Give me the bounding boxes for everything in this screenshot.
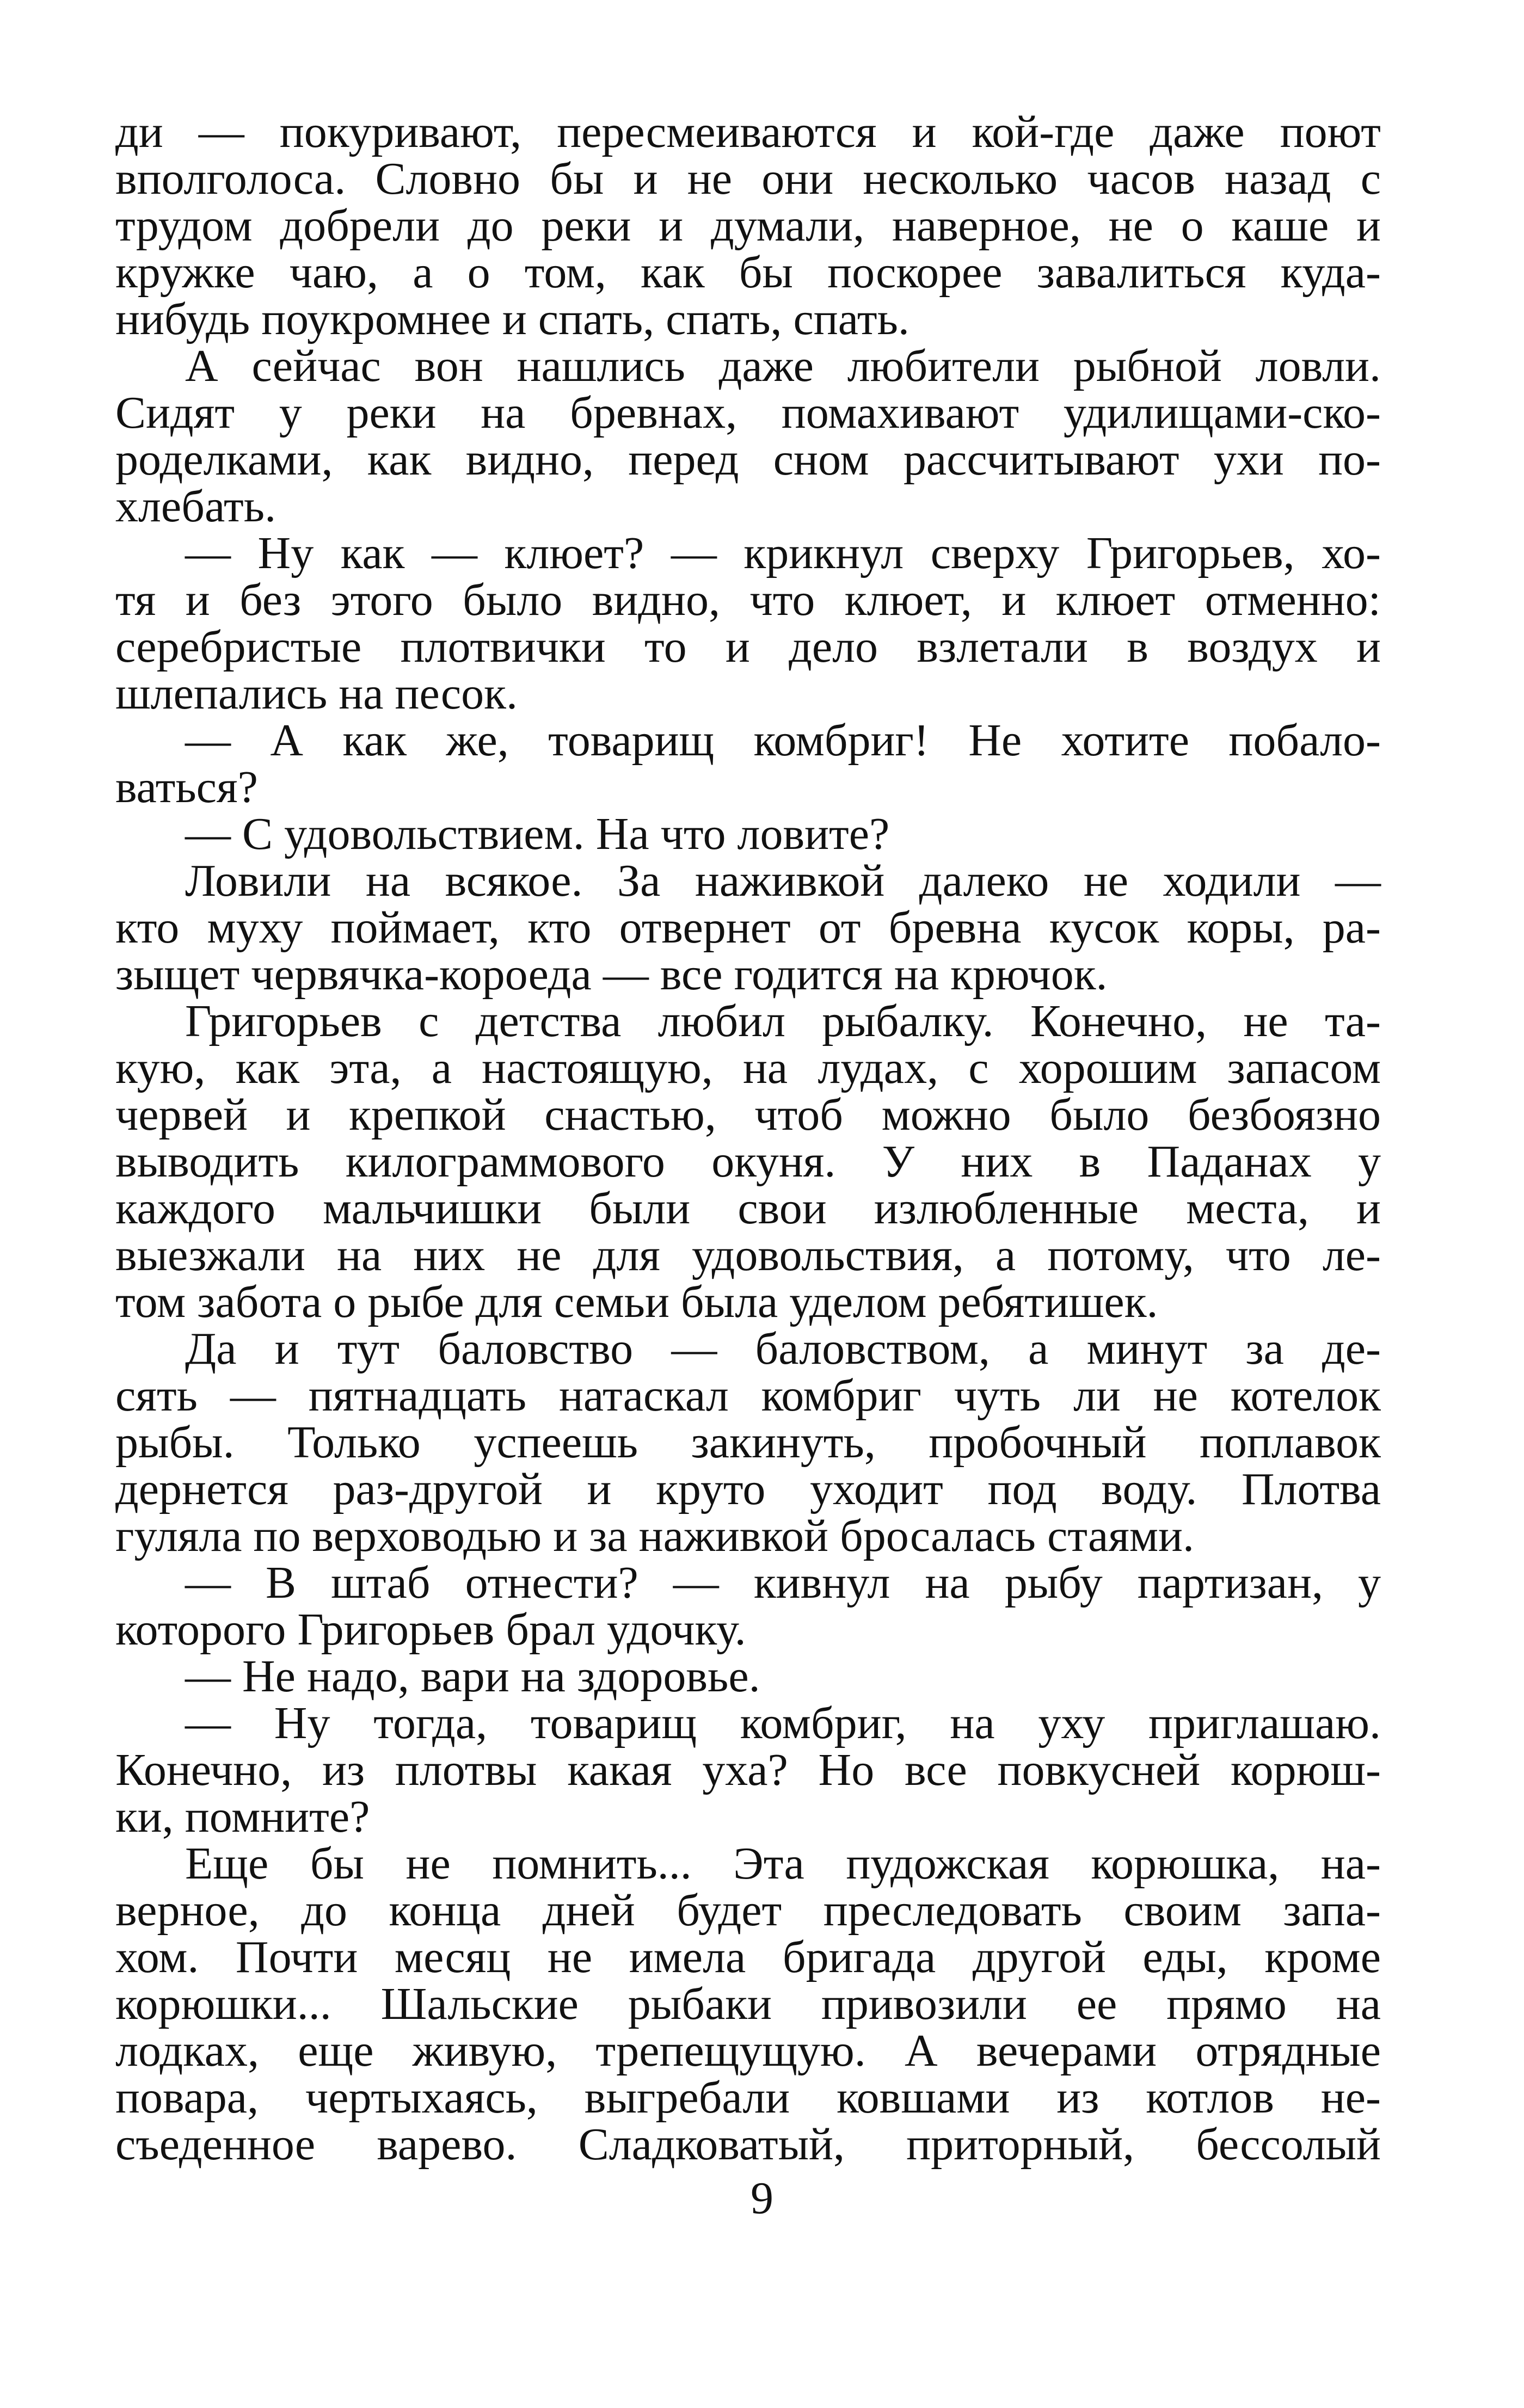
text-line: кую, как эта, а настоящую, на лудах, с хорошим запасом [115, 1043, 1381, 1093]
text-line: роделками, как видно, перед сном рассчитывают ухи по- [115, 434, 1381, 485]
text-line: тя и без этого было видно, что клюет, и клюет отменно: [115, 575, 1381, 625]
text-line: нибудь поукромнее и спать, спать, спать. [115, 294, 910, 344]
paragraph [115, 855, 1381, 1000]
text-line: — В штаб отнести? — кивнул на рыбу партизан, у [185, 1557, 1381, 1608]
text-line: А сейчас вон нашлись даже любители рыбной ловли. [185, 341, 1381, 391]
text-line: лодках, еще живую, трепещущую. А вечерами отрядные [115, 2025, 1381, 2076]
text-line: Конечно, из плотвы какая уха? Но все повкусней корюш- [115, 1745, 1381, 1795]
paragraph [115, 1840, 1381, 2168]
paragraph [115, 998, 1381, 1326]
text-line: гуляла по верховодью и за наживкой бросалась стаями. [115, 1511, 1194, 1561]
paragraph [115, 530, 1381, 717]
text-line: ди — покуривают, пересмеиваются и кой-где даже поют [115, 107, 1381, 157]
text-line: — А как же, товарищ комбриг! Не хотите побало- [185, 715, 1381, 766]
paragraph [115, 1557, 1381, 1655]
text-line: хлебать. [115, 481, 276, 532]
text-line: — Ну тогда, товарищ комбриг, на уху приглашаю. [185, 1698, 1381, 1748]
text-line: серебристые плотвички то и дело взлетали в воздух и [115, 621, 1381, 672]
paragraph [115, 1700, 1381, 1840]
text-line: сять — пятнадцать натаскал комбриг чуть ли не котелок [115, 1370, 1381, 1421]
text-line: корюшки... Шальские рыбаки привозили ее прямо на [115, 1979, 1381, 2029]
text-line: — Не надо, вари на здоровье. [185, 1651, 760, 1702]
text-line: Да и тут баловство — баловством, а минут за де- [185, 1323, 1381, 1374]
text-line: выезжали на них не для удовольствия, а потому, что ле- [115, 1230, 1381, 1280]
text-line: шлепались на песок. [115, 668, 518, 719]
text-line: ваться? [115, 762, 258, 812]
text-line: том забота о рыбе для семьи была уделом ребятишек. [115, 1277, 1158, 1327]
text-line: хом. Почти месяц не имела бригада другой еды, кроме [115, 1932, 1381, 1982]
text-line: трудом добрели до реки и думали, наверное, не о каше и [115, 200, 1381, 251]
text-line: зыщет червячка-короеда — все годится на крючок. [115, 949, 1108, 1000]
text-line: червей и крепкой снастью, чтоб можно было безбоязно [115, 1089, 1381, 1140]
paragraph [115, 717, 1381, 811]
paragraph [115, 109, 1381, 343]
text-line: рыбы. Только успеешь закинуть, пробочный поплавок [115, 1417, 1381, 1468]
text-line: дернется раз-другой и круто уходит под воду. Плотва [115, 1464, 1381, 1514]
body-text [115, 109, 1381, 2168]
paragraph [115, 1323, 1381, 1561]
text-line: Сидят у реки на бревнах, помахивают удилищами-ско- [115, 387, 1381, 438]
text-line: кто муху поймает, кто отвернет от бревна кусок коры, ра- [115, 902, 1381, 953]
text-line: — Ну как — клюет? — крикнул сверху Григорьев, хо- [185, 528, 1381, 578]
text-line: Григорьев с детства любил рыбалку. Конечно, не та- [185, 996, 1381, 1046]
paragraph [115, 811, 1381, 858]
text-line: Ловили на всякое. За наживкой далеко не ходили — [185, 855, 1381, 906]
page-number: 9 [751, 2173, 773, 2224]
text-line: верное, до конца дней будет преследовать своим запа- [115, 1885, 1381, 1936]
paragraph [115, 343, 1381, 530]
text-line: повара, чертыхаясь, выгребали ковшами из котлов не- [115, 2072, 1381, 2123]
text-line: каждого мальчишки были свои излюбленные места, и [115, 1183, 1381, 1234]
text-line: кружке чаю, а о том, как бы поскорее завалиться куда- [115, 247, 1381, 298]
text-line: которого Григорьев брал удочку. [115, 1604, 746, 1655]
text-line: ки, помните? [115, 1791, 370, 1842]
text-line: съеденное варево. Сладковатый, приторный, бессолый [115, 2119, 1381, 2170]
text-line: выводить килограммового окуня. У них в Паданах у [115, 1136, 1381, 1187]
text-line: — С удовольствием. На что ловите? [185, 809, 890, 859]
text-line: Еще бы не помнить... Эта пудожская корюшка, на- [185, 1838, 1381, 1889]
text-line: вполголоса. Словно бы и не они несколько часов назад с [115, 153, 1381, 204]
paragraph [115, 1653, 1381, 1700]
